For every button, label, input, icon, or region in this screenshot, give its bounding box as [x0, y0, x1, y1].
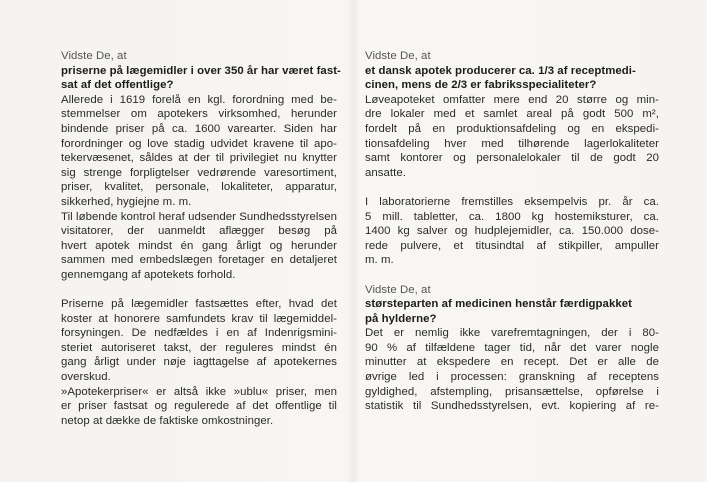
- headline-right-2: [365, 297, 659, 326]
- text-line: gyldighed, afstempling, prisansættelse, opførelse i: [365, 385, 659, 398]
- headline-line: sat af det offentlige?: [61, 79, 174, 92]
- text-line: netop at dække de faktiske omkostninger.: [61, 414, 274, 427]
- headline-line: priserne på lægemidler i over 350 år har været fast-: [61, 64, 341, 77]
- text-line: sig strenge forpligtelser vedrørende varesortiment,: [61, 166, 337, 179]
- headline-left: [61, 64, 341, 93]
- text-line: er priser fastsat og regulerede af det offentlige til: [61, 400, 337, 413]
- text-line: I laboratorierne fremstilles eksempelvis pr. år ca.: [365, 195, 659, 208]
- text-line: visitatorer, der uanmeldt aflægger besøg på: [61, 225, 337, 238]
- text-line: 90 % af tilfældene tager tid, når det varer nogle: [365, 341, 659, 354]
- text-line: 1400 kg salver og hudplejemidler, ca. 150.000 dose-: [365, 225, 659, 238]
- text-line: 5 mill. tabletter, ca. 1800 kg hostemiksturer, ca.: [365, 210, 659, 223]
- text-line: gennemgang af apotekets forhold.: [61, 268, 236, 281]
- paragraph-conclusion: [61, 385, 337, 429]
- left-column: [61, 49, 341, 428]
- text-line: fordelt på en produktionsafdeling og en ekspedi-: [365, 122, 659, 135]
- paragraph-production: [365, 195, 659, 268]
- paragraph-inspection: [61, 210, 337, 283]
- text-line: hvert apotek mindst én gang årligt og herunder: [61, 239, 337, 252]
- text-line: øvrige led i processen: granskning af receptens: [365, 371, 659, 384]
- text-line: Til løbende kontrol heraf udsender Sundhedsstyrelsen: [61, 210, 337, 223]
- paragraph-dispensing: [365, 326, 659, 414]
- text-line: samt kontorer og personalelokaler til de godt 20: [365, 152, 659, 165]
- text-line: steriet autoriseret takst, der reguleres mindst én: [61, 341, 337, 354]
- headline-line: størsteparten af medicinen henstår færdigpakket: [365, 298, 632, 311]
- headline-line: cinen, mens de 2/3 er fabriksspecialiteter?: [365, 79, 597, 92]
- text-line: statistik til Sundhedsstyrelsen, evt. kopiering af re-: [365, 400, 659, 413]
- text-line: sikkerhed, hygiejne m. m.: [61, 195, 192, 208]
- right-column: [365, 49, 659, 414]
- text-line: stemmelser om apotekers virksomhed, herunder: [61, 108, 337, 121]
- text-line: koster at honorere samfundets krav til lægemiddel-: [61, 312, 337, 325]
- text-line: bindende priser på ca. 1600 varearter. Siden har: [61, 122, 337, 135]
- paragraph-pricing: [61, 297, 337, 385]
- text-line: tionsafdeling hver med tilhørende lagerlokaliteter: [365, 137, 659, 150]
- paragraph-history: [61, 93, 337, 210]
- text-line: forsyningen. De nedfældes i en af Indenrigsmini-: [61, 327, 337, 340]
- text-line: tekervæsenet, såldes at der til privilegiet nu knytter: [61, 152, 337, 165]
- text-line: Løveapoteket omfatter mere end 20 større og min-: [365, 93, 659, 106]
- text-line: overskud.: [61, 371, 111, 384]
- text-line: »Apotekerpriser« er altså ikke »ublu« priser, men: [61, 385, 337, 398]
- kicker-left: Vidste De, at: [61, 50, 127, 62]
- text-line: rede pulvere, et titusindtal af stikpiller, ampuller: [365, 239, 659, 252]
- text-line: ansatte.: [365, 166, 406, 179]
- kicker-right-2: Vidste De, at: [365, 283, 431, 296]
- text-line: minutter at ekspedere en recept. Det er alle de: [365, 356, 659, 369]
- text-line: priser, kvalitet, personale, lokaliteter, apparatur,: [61, 181, 337, 194]
- headline-line: et dansk apotek producerer ca. 1/3 af receptmedi-: [365, 64, 636, 77]
- text-line: gang årligt under nøje iagttagelse af apotekernes: [61, 356, 337, 369]
- text-line: forordninger og love stadig udvidet kravene til apo-: [61, 137, 337, 150]
- headline-right-1: [365, 64, 659, 93]
- text-line: sammen med embedslægen foretager en detaljeret: [61, 254, 337, 267]
- text-line: Allerede i 1619 forelå en kgl. forordning med be-: [61, 93, 337, 106]
- kicker-right-1: Vidste De, at: [365, 50, 431, 62]
- paragraph-premises: [365, 93, 659, 181]
- text-line: dre lokaler med et samlet areal på godt 500 m²,: [365, 108, 659, 121]
- headline-line: på hylderne?: [365, 312, 437, 325]
- text-line: m. m.: [365, 254, 394, 267]
- text-line: Priserne på lægemidler fastsættes efter, hvad det: [61, 298, 337, 311]
- text-line: Det er nemlig ikke varefremtagningen, der i 80-: [365, 327, 659, 340]
